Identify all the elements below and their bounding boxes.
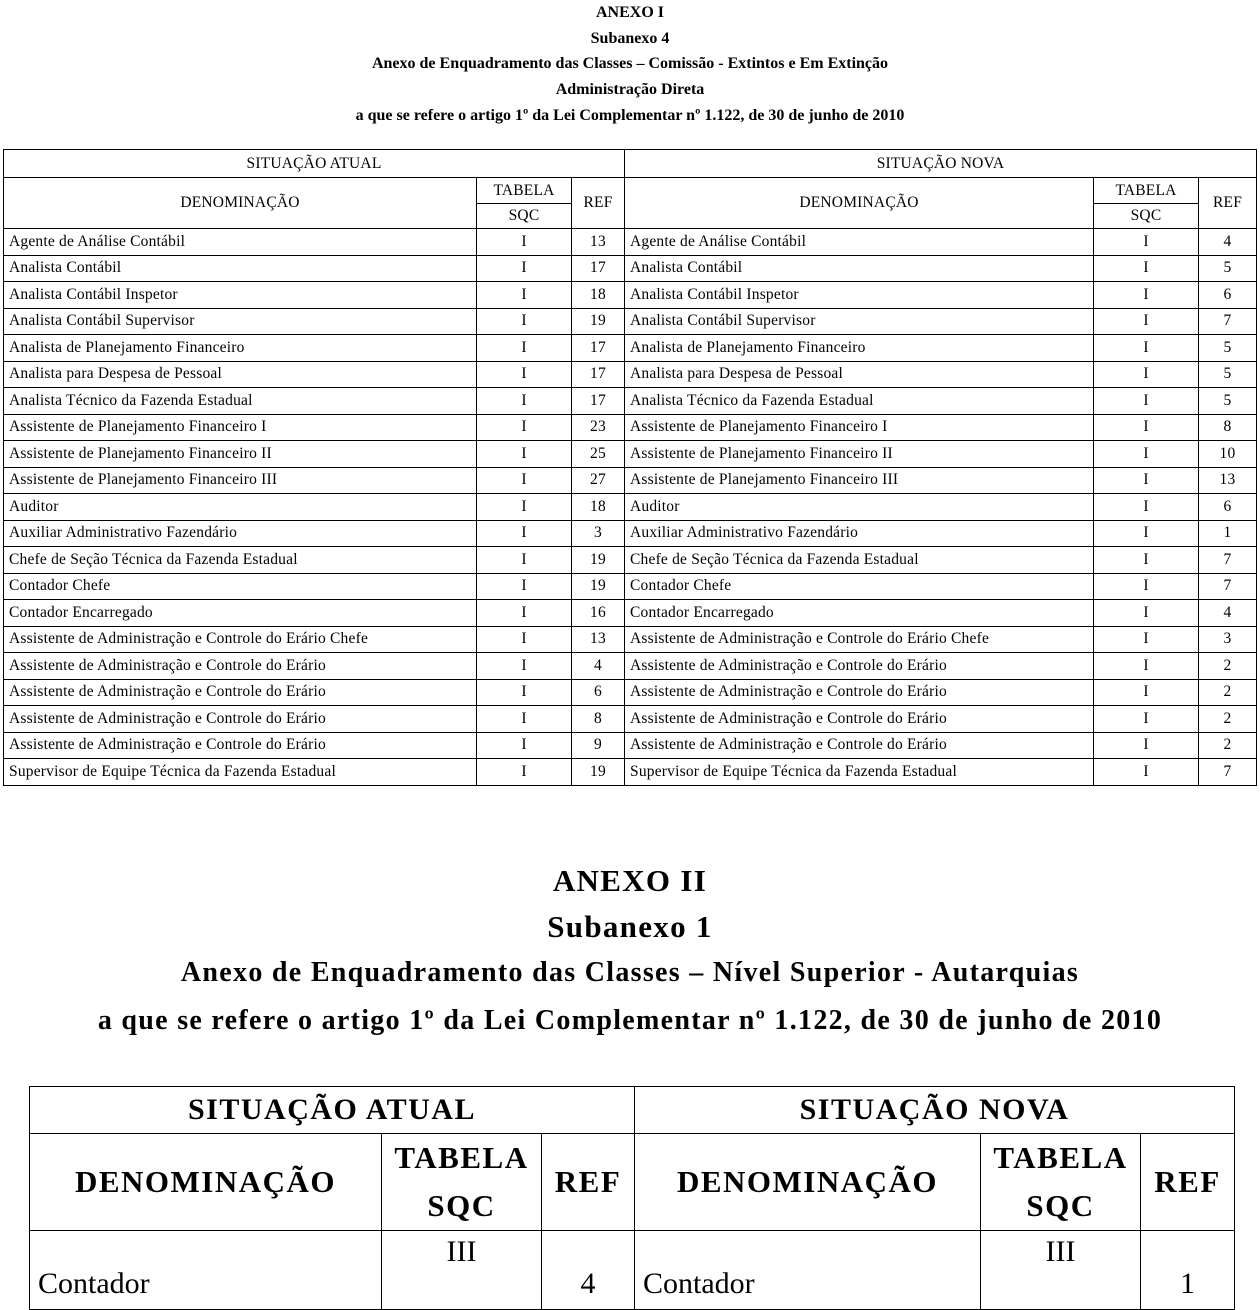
col-sqc-current: SQC — [427, 1188, 496, 1223]
col-tabela-sqc-current — [382, 1134, 542, 1231]
current-ref-cell: 9 — [572, 732, 625, 759]
current-tabela-cell: I — [477, 229, 572, 256]
col-denominacao-current: DENOMINAÇÃO — [4, 178, 477, 229]
new-ref-cell: 7 — [1199, 759, 1257, 786]
current-tabela-cell: I — [477, 732, 572, 759]
new-denominacao-cell: Supervisor de Equipe Técnica da Fazenda Estadual — [625, 759, 1094, 786]
current-ref-cell: 18 — [572, 494, 625, 521]
current-denominacao-cell: Assistente de Planejamento Financeiro III — [4, 467, 477, 494]
current-tabela-cell: I — [477, 441, 572, 468]
table-row — [4, 441, 1257, 468]
new-denominacao-cell: Auxiliar Administrativo Fazendário — [625, 520, 1094, 547]
annex1-title: ANEXO I — [595, 4, 664, 21]
new-tabela-cell: I — [1094, 255, 1199, 282]
new-tabela-cell: I — [1094, 653, 1199, 680]
current-tabela-cell: I — [477, 547, 572, 574]
table-row — [4, 547, 1257, 574]
new-ref-cell: 10 — [1199, 441, 1257, 468]
current-denominacao-cell: Chefe de Seção Técnica da Fazenda Estadual — [4, 547, 477, 574]
new-tabela-cell: III — [981, 1231, 1141, 1310]
current-situation-header: SITUAÇÃO ATUAL — [4, 150, 625, 178]
annex1-reference: a que se refere o artigo 1º da Lei Complementar nº 1.122, de 30 de junho de 2010 — [355, 106, 905, 124]
current-ref-cell: 19 — [572, 547, 625, 574]
current-ref-cell: 17 — [572, 255, 625, 282]
current-tabela-cell: I — [477, 706, 572, 733]
new-denominacao-cell: Contador — [635, 1231, 981, 1310]
new-denominacao-cell: Analista de Planejamento Financeiro — [625, 335, 1094, 362]
current-denominacao-cell: Assistente de Planejamento Financeiro II — [4, 441, 477, 468]
annex2-heading — [0, 858, 1260, 1046]
new-ref-cell: 2 — [1199, 706, 1257, 733]
current-denominacao-cell: Auxiliar Administrativo Fazendário — [4, 520, 477, 547]
new-situation-header: SITUAÇÃO NOVA — [635, 1087, 1235, 1134]
current-denominacao-cell: Auditor — [4, 494, 477, 521]
new-ref-cell: 2 — [1199, 679, 1257, 706]
new-situation-header: SITUAÇÃO NOVA — [625, 150, 1257, 178]
current-denominacao-cell: Analista Técnico da Fazenda Estadual — [4, 388, 477, 415]
col-denominacao-new: DENOMINAÇÃO — [625, 178, 1094, 229]
col-ref-new: REF — [1141, 1134, 1235, 1231]
table-row — [4, 759, 1257, 786]
new-denominacao-cell: Assistente de Administração e Controle do Erário — [625, 732, 1094, 759]
annex2-subtitle: Subanexo 1 — [547, 909, 713, 944]
new-denominacao-cell: Analista para Despesa de Pessoal — [625, 361, 1094, 388]
new-ref-cell: 8 — [1199, 414, 1257, 441]
current-ref-cell: 23 — [572, 414, 625, 441]
table-row — [4, 308, 1257, 335]
new-ref-cell: 7 — [1199, 573, 1257, 600]
current-tabela-cell: III — [382, 1231, 542, 1310]
current-denominacao-cell: Assistente de Administração e Controle do Erário Chefe — [4, 626, 477, 653]
current-tabela-cell: I — [477, 520, 572, 547]
new-tabela-cell: I — [1094, 520, 1199, 547]
current-denominacao-cell: Analista de Planejamento Financeiro — [4, 335, 477, 362]
new-denominacao-cell: Assistente de Administração e Controle do Erário — [625, 679, 1094, 706]
new-ref-cell: 2 — [1199, 732, 1257, 759]
new-tabela-cell: I — [1094, 573, 1199, 600]
table-row — [4, 706, 1257, 733]
new-ref-cell: 7 — [1199, 308, 1257, 335]
new-ref-cell: 1 — [1141, 1231, 1235, 1310]
table-row — [4, 573, 1257, 600]
table-row — [4, 282, 1257, 309]
new-denominacao-cell: Contador Chefe — [625, 573, 1094, 600]
annex1-heading — [0, 0, 1260, 128]
new-ref-cell: 6 — [1199, 494, 1257, 521]
new-tabela-cell: I — [1094, 441, 1199, 468]
current-ref-cell: 19 — [572, 759, 625, 786]
current-tabela-cell: I — [477, 600, 572, 627]
current-denominacao-cell: Analista Contábil — [4, 255, 477, 282]
current-ref-cell: 17 — [572, 335, 625, 362]
current-ref-cell: 4 — [542, 1231, 635, 1310]
col-tabela-new: TABELA — [1094, 178, 1199, 204]
current-tabela-cell: I — [477, 653, 572, 680]
annex2-table — [29, 1086, 1235, 1310]
new-denominacao-cell: Assistente de Administração e Controle do Erário — [625, 653, 1094, 680]
current-ref-cell: 3 — [572, 520, 625, 547]
col-ref-current: REF — [572, 178, 625, 229]
new-tabela-cell: I — [1094, 732, 1199, 759]
current-denominacao-cell: Agente de Análise Contábil — [4, 229, 477, 256]
column-header-row — [30, 1134, 1235, 1231]
new-tabela-cell: I — [1094, 547, 1199, 574]
col-tabela-current: TABELA — [394, 1140, 529, 1175]
new-tabela-cell: I — [1094, 388, 1199, 415]
table-row — [30, 1231, 1235, 1310]
current-tabela-cell: I — [477, 308, 572, 335]
current-denominacao-cell: Contador Chefe — [4, 573, 477, 600]
new-ref-cell: 6 — [1199, 282, 1257, 309]
new-tabela-cell: I — [1094, 361, 1199, 388]
col-tabela-new: TABELA — [993, 1140, 1128, 1175]
new-tabela-cell: I — [1094, 282, 1199, 309]
new-denominacao-cell: Agente de Análise Contábil — [625, 229, 1094, 256]
new-ref-cell: 13 — [1199, 467, 1257, 494]
current-situation-header: SITUAÇÃO ATUAL — [30, 1087, 635, 1134]
col-sqc-current: SQC — [477, 204, 572, 229]
table-row — [4, 414, 1257, 441]
current-tabela-cell: I — [477, 759, 572, 786]
col-tabela-sqc-new — [981, 1134, 1141, 1231]
new-ref-cell: 5 — [1199, 335, 1257, 362]
new-tabela-cell: I — [1094, 494, 1199, 521]
col-ref-new: REF — [1199, 178, 1257, 229]
new-ref-cell: 5 — [1199, 255, 1257, 282]
current-ref-cell: 16 — [572, 600, 625, 627]
new-tabela-cell: I — [1094, 229, 1199, 256]
new-ref-cell: 5 — [1199, 361, 1257, 388]
new-ref-cell: 5 — [1199, 388, 1257, 415]
current-ref-cell: 19 — [572, 308, 625, 335]
new-denominacao-cell: Auditor — [625, 494, 1094, 521]
table-row — [4, 388, 1257, 415]
new-denominacao-cell: Analista Contábil Supervisor — [625, 308, 1094, 335]
current-ref-cell: 25 — [572, 441, 625, 468]
annex2-reference: a que se refere o artigo 1º da Lei Complementar nº 1.122, de 30 de junho de 2010 — [97, 1005, 1163, 1036]
current-ref-cell: 8 — [572, 706, 625, 733]
table-row — [4, 732, 1257, 759]
new-ref-cell: 7 — [1199, 547, 1257, 574]
current-tabela-cell: I — [477, 414, 572, 441]
table-row — [4, 520, 1257, 547]
annex2-title: ANEXO II — [552, 863, 708, 898]
table-row — [4, 653, 1257, 680]
table-row — [4, 467, 1257, 494]
current-ref-cell: 19 — [572, 573, 625, 600]
current-denominacao-cell: Contador Encarregado — [4, 600, 477, 627]
new-tabela-cell: I — [1094, 414, 1199, 441]
annex1-description: Anexo de Enquadramento das Classes – Comissão - Extintos e Em Extinção — [371, 55, 889, 73]
new-tabela-cell: I — [1094, 706, 1199, 733]
current-tabela-cell: I — [477, 335, 572, 362]
current-denominacao-cell: Analista para Despesa de Pessoal — [4, 361, 477, 388]
new-tabela-cell: I — [1094, 759, 1199, 786]
current-tabela-cell: I — [477, 467, 572, 494]
current-ref-cell: 13 — [572, 626, 625, 653]
new-denominacao-cell: Assistente de Planejamento Financeiro III — [625, 467, 1094, 494]
new-ref-cell: 1 — [1199, 520, 1257, 547]
current-ref-cell: 27 — [572, 467, 625, 494]
new-tabela-cell: I — [1094, 679, 1199, 706]
new-denominacao-cell: Analista Contábil — [625, 255, 1094, 282]
new-ref-cell: 4 — [1199, 600, 1257, 627]
current-denominacao-cell: Assistente de Planejamento Financeiro I — [4, 414, 477, 441]
new-denominacao-cell: Assistente de Administração e Controle do Erário Chefe — [625, 626, 1094, 653]
table-row — [4, 361, 1257, 388]
table-row — [4, 335, 1257, 362]
new-tabela-cell: I — [1094, 467, 1199, 494]
col-ref-current: REF — [542, 1134, 635, 1231]
current-tabela-cell: I — [477, 255, 572, 282]
col-sqc-new: SQC — [1094, 204, 1199, 229]
current-tabela-cell: I — [477, 388, 572, 415]
current-tabela-cell: I — [477, 282, 572, 309]
current-denominacao-cell: Analista Contábil Inspetor — [4, 282, 477, 309]
section-header-row — [4, 150, 1257, 178]
annex1-subtitle: Subanexo 4 — [590, 29, 670, 47]
col-denominacao-current: DENOMINAÇÃO — [30, 1134, 382, 1231]
current-denominacao-cell: Analista Contábil Supervisor — [4, 308, 477, 335]
new-tabela-cell: I — [1094, 335, 1199, 362]
current-ref-cell: 17 — [572, 388, 625, 415]
current-ref-cell: 18 — [572, 282, 625, 309]
current-denominacao-cell: Assistente de Administração e Controle do Erário — [4, 653, 477, 680]
table-row — [4, 679, 1257, 706]
current-denominacao-cell: Contador — [30, 1231, 382, 1310]
current-ref-cell: 17 — [572, 361, 625, 388]
column-header-row — [4, 178, 1257, 204]
section-header-row — [30, 1087, 1235, 1134]
new-ref-cell: 4 — [1199, 229, 1257, 256]
table-row — [4, 626, 1257, 653]
col-tabela-current: TABELA — [477, 178, 572, 204]
table-row — [4, 255, 1257, 282]
current-tabela-cell: I — [477, 679, 572, 706]
table-row — [4, 229, 1257, 256]
annex1-table — [3, 149, 1257, 786]
table-row — [4, 494, 1257, 521]
current-denominacao-cell: Assistente de Administração e Controle do Erário — [4, 706, 477, 733]
table-row — [4, 600, 1257, 627]
current-denominacao-cell: Assistente de Administração e Controle do Erário — [4, 679, 477, 706]
new-denominacao-cell: Assistente de Planejamento Financeiro II — [625, 441, 1094, 468]
current-denominacao-cell: Assistente de Administração e Controle do Erário — [4, 732, 477, 759]
current-tabela-cell: I — [477, 573, 572, 600]
col-denominacao-new: DENOMINAÇÃO — [635, 1134, 981, 1231]
current-tabela-cell: I — [477, 626, 572, 653]
current-ref-cell: 13 — [572, 229, 625, 256]
new-tabela-cell: I — [1094, 600, 1199, 627]
new-ref-cell: 2 — [1199, 653, 1257, 680]
current-tabela-cell: I — [477, 494, 572, 521]
annex1-scope: Administração Direta — [555, 81, 705, 99]
new-denominacao-cell: Contador Encarregado — [625, 600, 1094, 627]
new-tabela-cell: I — [1094, 626, 1199, 653]
new-denominacao-cell: Assistente de Planejamento Financeiro I — [625, 414, 1094, 441]
col-sqc-new: SQC — [1026, 1188, 1095, 1223]
current-ref-cell: 4 — [572, 653, 625, 680]
current-tabela-cell: I — [477, 361, 572, 388]
new-denominacao-cell: Analista Técnico da Fazenda Estadual — [625, 388, 1094, 415]
new-tabela-cell: I — [1094, 308, 1199, 335]
annex2-description: Anexo de Enquadramento das Classes – Nível Superior - Autarquias — [180, 957, 1080, 988]
new-ref-cell: 3 — [1199, 626, 1257, 653]
current-denominacao-cell: Supervisor de Equipe Técnica da Fazenda Estadual — [4, 759, 477, 786]
new-denominacao-cell: Chefe de Seção Técnica da Fazenda Estadual — [625, 547, 1094, 574]
new-denominacao-cell: Assistente de Administração e Controle do Erário — [625, 706, 1094, 733]
new-denominacao-cell: Analista Contábil Inspetor — [625, 282, 1094, 309]
current-ref-cell: 6 — [572, 679, 625, 706]
